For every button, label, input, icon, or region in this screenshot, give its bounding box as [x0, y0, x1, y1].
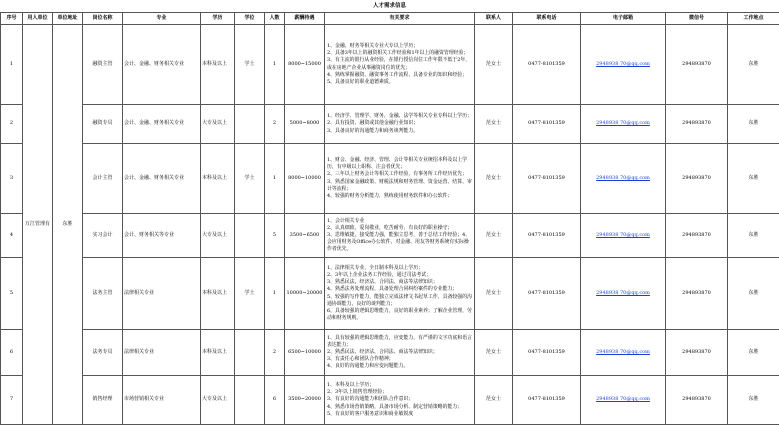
requirement-line: 2、3年以上销售管理经验；	[327, 389, 473, 396]
requirement-line: 1、会计相关专业	[327, 218, 473, 225]
requirement-line: 2、三年以上财务会计等相关工作经验，有事务所工作经历优先；	[327, 171, 473, 178]
qq-cell: 294893870	[666, 214, 728, 258]
requirement-line: 4、熟悉市场营销策略，具备市场分析、制定营销策略的能力；	[327, 404, 473, 411]
email-link[interactable]: 2948938 70@qq.com	[596, 290, 650, 296]
education-cell: 本科及以上	[201, 330, 235, 376]
requirement-line: 2、3年以上企业法务工作经验，通过司法考试；	[327, 272, 473, 279]
salary-cell: 10000~20000	[285, 258, 325, 330]
contact-cell: 范女士	[475, 214, 513, 258]
qq-cell: 294893870	[666, 144, 728, 214]
employer-cell: 万江管理有	[23, 25, 53, 425]
requirements-cell	[325, 258, 475, 330]
talent-demand-table	[0, 12, 779, 425]
row-no: 5	[1, 258, 23, 330]
table-row	[1, 25, 779, 105]
requirement-line: 2、具有投资、融资或其他金融行业知识；	[327, 120, 473, 127]
degree-cell	[235, 105, 265, 144]
phone-cell: 0477-8101359	[513, 376, 581, 425]
email-link[interactable]: 2948938 70@qq.com	[596, 396, 650, 402]
requirements-cell	[325, 330, 475, 376]
qq-cell: 294893870	[666, 330, 728, 376]
requirement-line: 2、具备3年以上的融资相关工作经验和1年以上的融资管理经验；	[327, 50, 473, 57]
table-row	[1, 144, 779, 214]
salary-cell: 8000~15000	[285, 25, 325, 105]
header-no: 序号	[1, 13, 23, 25]
qq-cell: 294893870	[666, 376, 728, 425]
major-cell: 市场营销相关专业	[123, 376, 201, 425]
address-cell: 东胜	[53, 25, 83, 425]
position-cell: 会计主管	[83, 144, 123, 214]
qq-cell: 294893870	[666, 25, 728, 105]
requirement-line: 1、金融、财务等相关专业大专以上学历；	[327, 43, 473, 50]
location-cell: 东胜	[728, 105, 779, 144]
phone-cell: 0477-8101359	[513, 25, 581, 105]
header-headcount: 人数	[265, 13, 285, 25]
requirement-line: 2、熟悉民法、经济法、合同法、商法等法律知识；	[327, 349, 473, 356]
requirement-line: 4、熟悉法务处理流程，具备处理合同纠纷案件的专业能力；	[327, 286, 473, 293]
location-cell: 东胜	[728, 330, 779, 376]
headcount-cell: 6	[265, 376, 285, 425]
header-position: 岗位名称	[83, 13, 123, 25]
phone-cell: 0477-8101359	[513, 258, 581, 330]
degree-cell	[235, 330, 265, 376]
requirement-line: 3、熟悉民法、经济法、合同法、商法等法律知识；	[327, 279, 473, 286]
salary-cell: 5000~8000	[285, 105, 325, 144]
education-cell: 大专及以上	[201, 105, 235, 144]
header-location: 工作地点	[728, 13, 779, 25]
degree-cell: 学士	[235, 258, 265, 330]
email-cell	[581, 214, 666, 258]
education-cell: 大专及以上	[201, 376, 235, 425]
table-row	[1, 214, 779, 258]
qq-cell: 294893870	[666, 105, 728, 144]
header-degree: 学位	[235, 13, 265, 25]
row-no: 3	[1, 144, 23, 214]
position-cell: 实习会计	[83, 214, 123, 258]
requirement-line: 5、具备良好的职业道德素质。	[327, 79, 473, 86]
degree-cell: 学士	[235, 25, 265, 105]
requirement-line: 1、本科及以上学历；	[327, 382, 473, 389]
phone-cell: 0477-8101359	[513, 214, 581, 258]
requirement-line: 1、经济学、管理学、财务、金融、法学等相关专业专科以上学历；	[327, 113, 473, 120]
row-no: 4	[1, 214, 23, 258]
headcount-cell: 1	[265, 25, 285, 105]
requirement-line: 5、较强的写作能力，能独立完成法律文书起草工作，具备较强的沟通协调能力，良好的谈判能力；	[327, 294, 473, 308]
email-cell	[581, 25, 666, 105]
salary-cell: 3500~20000	[285, 376, 325, 425]
requirement-line: 4、熟练掌握融资、融资事务工作流程，具备专业的知识和经验；	[327, 72, 473, 79]
requirement-line: 6、具备较强的逻辑思维能力，良好的职业素养；了解企业管理，劳动和财务规则。	[327, 308, 473, 322]
header-row	[1, 13, 779, 25]
row-no: 2	[1, 105, 23, 144]
position-cell: 销售经理	[83, 376, 123, 425]
email-link[interactable]: 2948938 70@qq.com	[596, 175, 650, 181]
requirement-line: 3、具备良好的沟通能力和商务谈判能力。	[327, 128, 473, 135]
contact-cell: 范女士	[475, 258, 513, 330]
requirement-line: 1、财会、金融、经济、管理、会计等相关专业统招本科及以上学历，有中级以上职称、注会者优先；	[327, 157, 473, 171]
row-no: 1	[1, 25, 23, 105]
email-cell	[581, 376, 666, 425]
email-cell	[581, 105, 666, 144]
major-cell: 会计、财务相关等专业	[123, 214, 201, 258]
position-cell: 融资主管	[83, 25, 123, 105]
page-title: 人才需求信息	[0, 0, 779, 12]
phone-cell: 0477-8101359	[513, 144, 581, 214]
email-link[interactable]: 2948938 70@qq.com	[596, 349, 650, 355]
requirement-line: 3、有良好的沟通能力和团队合作意识；	[327, 396, 473, 403]
contact-cell: 范女士	[475, 25, 513, 105]
education-cell: 本科及以上	[201, 25, 235, 105]
requirement-line: 3、有责任心和团队合作精神；	[327, 356, 473, 363]
location-cell: 东胜	[728, 214, 779, 258]
requirement-line: 3、有主流的银行从业经验，在银行授信岗位工作年限不低于2年，或在房地产企业从事融资岗位的优先；	[327, 57, 473, 71]
requirements-cell	[325, 25, 475, 105]
contact-cell: 范女士	[475, 105, 513, 144]
headcount-cell: 5	[265, 214, 285, 258]
contact-cell: 范女士	[475, 144, 513, 214]
header-employer: 用人单位	[23, 13, 53, 25]
education-cell: 大专及以上	[201, 214, 235, 258]
requirements-cell	[325, 376, 475, 425]
position-cell: 融资专员	[83, 105, 123, 144]
header-major: 专业	[123, 13, 201, 25]
degree-cell	[235, 214, 265, 258]
phone-cell: 0477-8101359	[513, 105, 581, 144]
major-cell: 法律相关专业	[123, 330, 201, 376]
education-cell: 本科及以上	[201, 258, 235, 330]
email-cell	[581, 144, 666, 214]
major-cell: 会计、金融、财务相关专业	[123, 25, 201, 105]
major-cell: 会计、金融、财务相关专业	[123, 105, 201, 144]
position-cell: 法务主管	[83, 258, 123, 330]
major-cell: 法律相关专业	[123, 258, 201, 330]
requirements-cell	[325, 214, 475, 258]
row-no: 6	[1, 330, 23, 376]
table-row	[1, 330, 779, 376]
email-link[interactable]: 2948938 70@qq.com	[596, 61, 650, 67]
degree-cell	[235, 376, 265, 425]
header-requirements: 有关要求	[325, 13, 475, 25]
row-no: 7	[1, 376, 23, 425]
table-row	[1, 376, 779, 425]
location-cell: 东胜	[728, 144, 779, 214]
header-phone: 联系电话	[513, 13, 581, 25]
table-row	[1, 105, 779, 144]
requirement-line: 2、认真细致，爱岗敬业，吃苦耐劳，有良好的职业操守；	[327, 225, 473, 232]
headcount-cell: 2	[265, 330, 285, 376]
requirement-line: 5、有良好的客户服务意识和商业敏锐度	[327, 411, 473, 418]
header-salary: 薪酬待遇	[285, 13, 325, 25]
requirements-cell	[325, 105, 475, 144]
headcount-cell: 2	[265, 105, 285, 144]
location-cell: 东胜	[728, 258, 779, 330]
salary-cell: 3500~6500	[285, 214, 325, 258]
qq-cell: 294893870	[666, 258, 728, 330]
location-cell: 东胜	[728, 25, 779, 105]
degree-cell: 学士	[235, 144, 265, 214]
education-cell: 本科及以上	[201, 144, 235, 214]
contact-cell: 范女士	[475, 330, 513, 376]
header-contact: 联系人	[475, 13, 513, 25]
requirement-line: 4、较强的财务分析能力，熟练使用财务软件和办公软件；	[327, 193, 473, 200]
header-education: 学历	[201, 13, 235, 25]
phone-cell: 0477-8101359	[513, 330, 581, 376]
position-cell: 法务专员	[83, 330, 123, 376]
header-email: 电子邮箱	[581, 13, 666, 25]
email-cell	[581, 258, 666, 330]
headcount-cell: 1	[265, 258, 285, 330]
location-cell: 东胜	[728, 376, 779, 425]
header-address: 单位地址	[53, 13, 83, 25]
requirement-line: 1、法律相关专业，全日制本科及以上学历；	[327, 265, 473, 272]
salary-cell: 8000~10000	[285, 144, 325, 214]
salary-cell: 6500~10000	[285, 330, 325, 376]
email-link[interactable]: 2948938 70@qq.com	[596, 120, 650, 126]
requirement-line: 4、良好的沟通能力和应变问题能力。	[327, 363, 473, 370]
table-row	[1, 258, 779, 330]
requirement-line: 3、熟悉国家金融政策、财税法规和财务管理、资金运营、结算、审计等流程；	[327, 179, 473, 193]
requirements-cell	[325, 144, 475, 214]
major-cell: 会计、金融、财务相关专业	[123, 144, 201, 214]
requirement-line: 1、具有较强的逻辑思维能力，应变能力，有严谨的文字功底和语言表达能力；	[327, 335, 473, 349]
table-body	[1, 25, 779, 425]
email-link[interactable]: 2948938 70@qq.com	[596, 232, 650, 238]
headcount-cell: 1	[265, 144, 285, 214]
header-qq: 微信号	[666, 13, 728, 25]
requirement-line: 3、思维敏捷，接受能力强，能独立思考，善于总结工作经验；4、会应用财务及Office办公软件，对金融、用友等财务系统有实际操作者优先。	[327, 232, 473, 253]
contact-cell: 范女士	[475, 376, 513, 425]
email-cell	[581, 330, 666, 376]
